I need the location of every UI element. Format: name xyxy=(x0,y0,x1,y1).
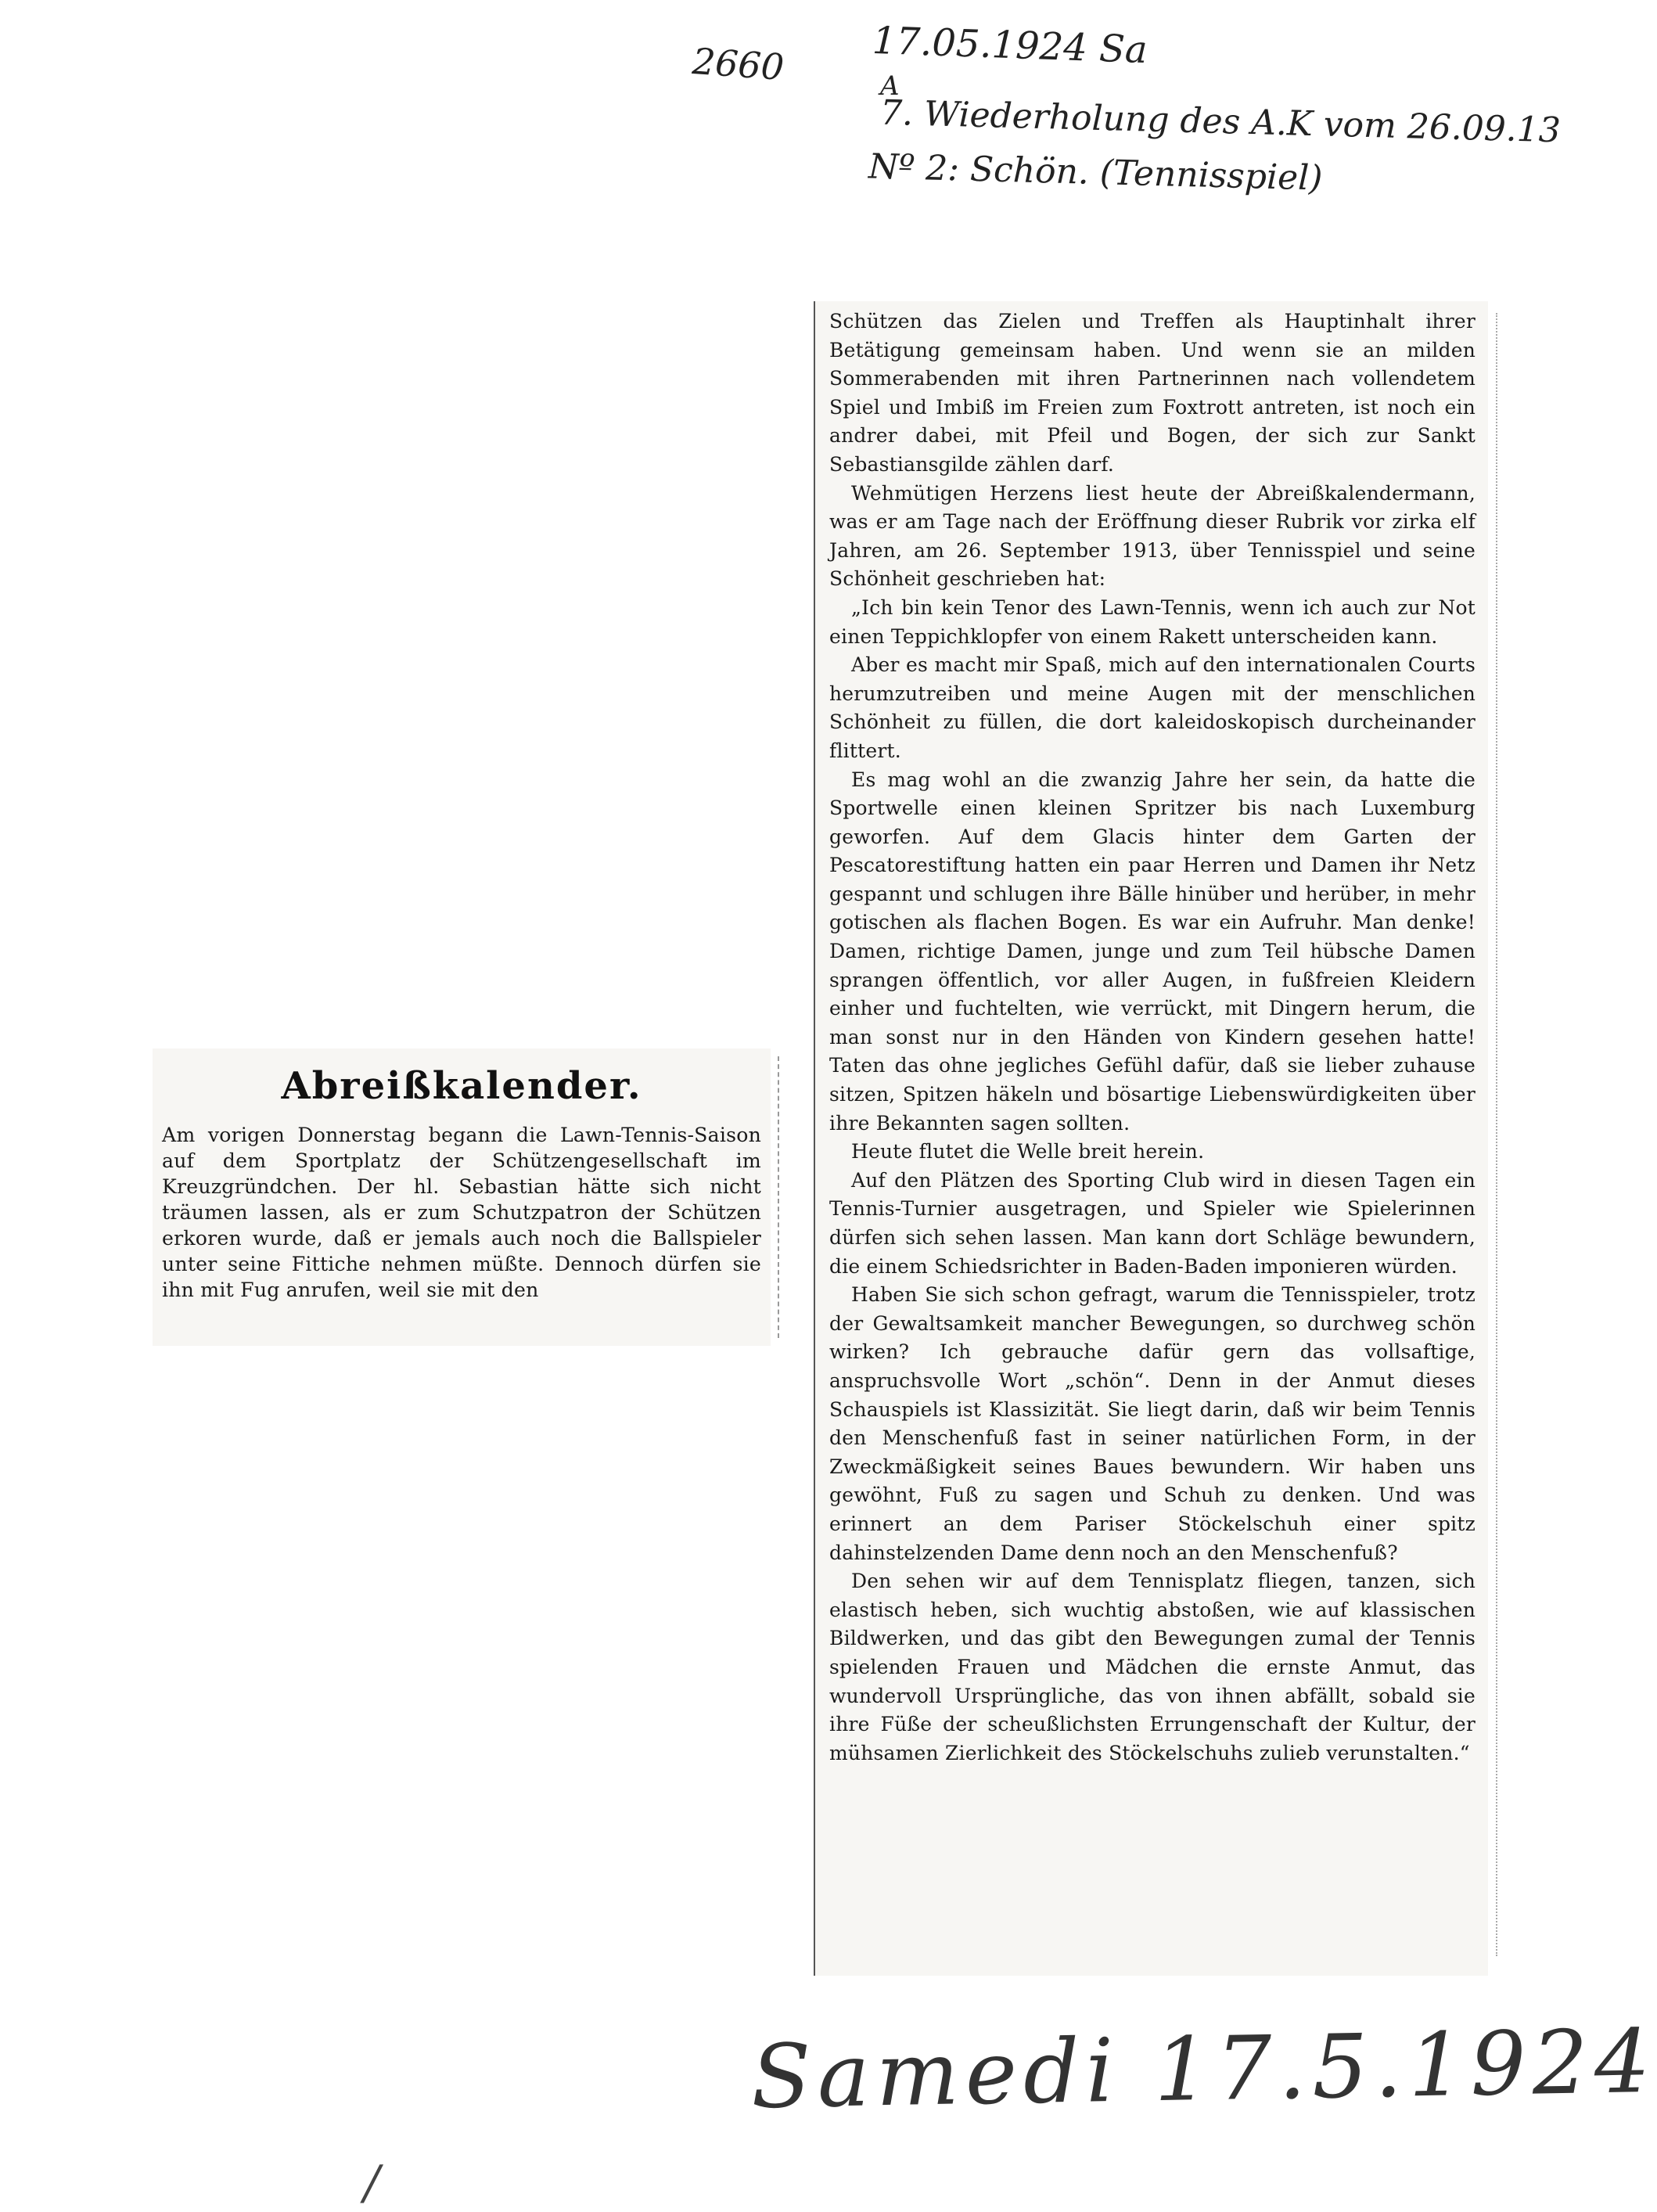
newspaper-clipping-left xyxy=(153,1048,771,1346)
clipping-text-right xyxy=(815,301,1488,1768)
paragraph-6: Heute flutet die Welle breit herein. xyxy=(851,1140,1205,1164)
paragraph-9: Den sehen wir auf dem Tennisplatz fliegen, tanzen, sich elastisch heben, sich wuchtig abstoßen, wie auf klassischen Bildwerken, und das gibt den Bewegungen zumal der Tennis spielenden Frauen und Mädchen die ernste Anmut, das wundervoll Ursprüngliche, das von ihnen abfällt, sobald sie ihre Füße der scheußlichsten Errungenschaft der Kultur, der mühsamen Zierlichkeit des Stöckelschuhs zulieb verunstalten.“ xyxy=(829,1570,1475,1764)
clipping-headline: Abreißkalender. xyxy=(281,1064,642,1108)
handwritten-note-topic: Nº 2: Schön. (Tennisspiel) xyxy=(868,146,1324,199)
paragraph-4: Aber es macht mir Spaß, mich auf den internationalen Courts herumzutreiben und meine Augen mit der menschlichen Schönheit zu füllen, die dort kaleidoskopisch durcheinander flittert. xyxy=(829,653,1475,762)
paragraph-3: „Ich bin kein Tenor des Lawn-Tennis, wenn ich auch zur Not einen Teppichklopfer von einem Rakett unterscheiden kann. xyxy=(829,595,1475,648)
paragraph-2: Wehmütigen Herzens liest heute der Abreißkalendermann, was er am Tage nach der Eröffnung dieser Rubrik vor zirka elf Jahren, am 26. September 1913, über Tennisspiel und seine Schönheit geschrieben hat: xyxy=(829,481,1475,591)
handwritten-footer-date: Samedi 17.5.1924 xyxy=(749,2010,1657,2129)
newspaper-clipping-right xyxy=(814,301,1488,1976)
handwritten-a: A xyxy=(880,70,900,102)
handwritten-date: 17.05.1924 Sa xyxy=(872,18,1148,73)
clipping-text-left: Am vorigen Donnerstag begann die Lawn-Tennis-Saison auf dem Sportplatz der Schützengesellschaft im Kreuzgründchen. Der hl. Sebastian hätte sich nicht träumen lassen, als er zum Schutzpatron der Schützen erkoren wurde, daß er jemals auch noch die Ballspieler unter seine Fittiche nehmen müßte. Dennoch dürfen sie ihn mit Fug anrufen, weil sie mit den xyxy=(162,1124,761,1301)
cut-line-right xyxy=(1496,313,1497,1956)
paragraph-1: Schützen das Zielen und Treffen als Hauptinhalt ihrer Betätigung gemeinsam haben. Und wenn sie an milden Sommerabenden mit ihren Partnerinnen nach vollendetem Spiel und Imbiß im Freien zum Foxtrott antreten, ist noch ein andrer dabei, mit Pfeil und Bogen, der sich zur Sankt Sebastiansgilde zählen darf. xyxy=(829,310,1475,476)
cut-line-left xyxy=(778,1056,779,1338)
paragraph-7: Auf den Plätzen des Sporting Club wird in diesen Tagen ein Tennis-Turnier ausgetragen, und Spieler wie Spielerinnen dürfen sich sehen lassen. Man kann dort Schläge bewundern, die einem Schiedsrichter in Baden-Baden imponieren würden. xyxy=(829,1168,1475,1278)
handwritten-note-repeat: 7. Wiederholung des A.K vom 26.09.13 xyxy=(879,92,1562,151)
paragraph-8: Haben Sie sich schon gefragt, warum die Tennisspieler, trotz der Gewaltsamkeit mancher Bewegungen, so durchweg schön wirken? Ich gebrauche dafür gern das vollsaftige, anspruchsvolle Wort „schön“. Denn in der Anmut dieses Schauspiels ist Klassizität. Sie liegt darin, daß wir beim Tennis den Menschenfuß fast in seiner natürlichen Form, in der Zweckmäßigkeit seines Baues bewundern. Wir haben uns gewöhnt, Fuß zu sagen und Schuh zu denken. Und was erinnert an dem Pariser Stöckelschuh einer spitz dahinstelzenden Dame denn noch an den Menschenfuß? xyxy=(829,1283,1475,1564)
paragraph-5: Es mag wohl an die zwanzig Jahre her sein, da hatte die Sportwelle einen kleinen Spritzer bis nach Luxemburg geworfen. Auf dem Glacis hinter dem Garten der Pescatorestiftung hatten ein paar Herren und Damen ihr Netz gespannt und schlugen ihre Bälle hinüber und herüber, in mehr gotischen als flachen Bogen. Es war ein Aufruhr. Man denke! Damen, richtige Damen, junge und zum Teil hübsche Damen sprangen öffentlich, vor aller Augen, in fußfreien Kleidern einher und fuchtelten, wie verrückt, mit Dingern herum, die man sonst nur in den Händen von Kindern gesehen hatte! Taten das ohne jegliches Gefühl dafür, daß sie lieber zuhause sitzen, Spitzen häkeln und bösartige Liebenswürdigkeiten über ihre Bekannten sagen sollten. xyxy=(829,768,1475,1135)
archive-number: 2660 xyxy=(691,39,785,89)
handwritten-footer-mark: / xyxy=(364,2156,380,2210)
